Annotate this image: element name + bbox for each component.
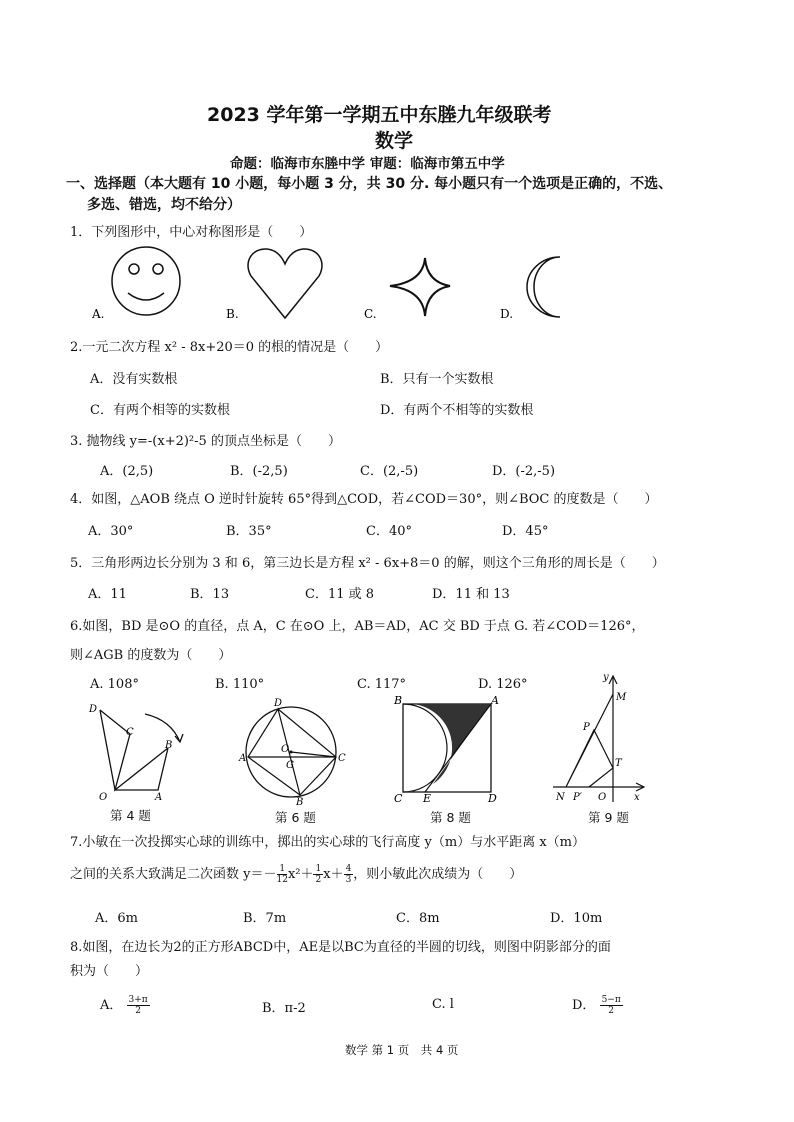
q7-frac1-num: 1 [279,864,286,874]
q6-option-a[interactable]: A. 108° [90,677,139,692]
q7-stem-line1: 7.小敏在一次投掷实心球的训练中，掷出的实心球的飞行高度 y（m）与水平距离 x（m） [70,835,585,850]
q1-label-d: D. [500,307,514,321]
heart-shape-icon [248,249,322,318]
q7-mid1: x²＋ [287,867,314,882]
q8-stem-line2: 积为（ ） [70,964,149,979]
q8-option-d[interactable] [572,994,623,1016]
q7-option-b[interactable]: B．7m [243,911,287,926]
caption-q4: 第 4 题 [110,808,151,823]
q1-label-a: A. [92,307,105,321]
crescent-moon-icon [527,257,560,317]
svg-text:E: E [423,792,432,805]
q4-option-c[interactable]: C．40° [366,524,412,539]
svg-text:G: G [286,760,294,771]
svg-text:O: O [598,792,607,803]
svg-text:M: M [616,692,627,703]
q6-stem-line2: 则∠AGB 的度数为（ ） [70,648,232,663]
q4-option-a[interactable]: A．30° [88,524,134,539]
q7-mid2: x＋ [323,867,344,882]
q2-stem: 2.一元二次方程 x² - 8x+20＝0 的根的情况是（ ） [70,340,389,355]
svg-text:P′: P′ [573,792,582,803]
figure-q8 [393,694,505,806]
q8-option-d-label: D． [572,998,596,1013]
q2-option-d[interactable]: D．有两个不相等的实数根 [380,403,534,418]
svg-text:y: y [603,672,609,683]
svg-text:A: A [491,694,499,707]
q2-option-c[interactable]: C．有两个相等的实数根 [90,403,230,418]
svg-text:C: C [126,727,134,738]
q8-option-a-frac [127,995,150,1016]
caption-q9: 第 9 题 [588,810,629,825]
q8-option-d-frac [600,995,623,1016]
q7-frac1 [276,864,287,885]
svg-text:A: A [239,753,247,764]
figure-q9 [548,672,653,807]
q8-stem-line1: 8.如图，在边长为2的正方形ABCD中，AE是以BC为直径的半圆的切线，则图中阴影部分的面 [70,940,611,955]
svg-text:N: N [556,792,565,803]
q7-frac3-den: 3 [345,875,352,885]
q6-option-c[interactable]: C. 117° [357,677,407,692]
q6-option-b[interactable]: B. 110° [215,677,265,692]
q8-option-a-label: A． [100,998,123,1013]
q8-option-c[interactable]: C. l [432,997,454,1012]
q7-frac2 [313,864,323,885]
svg-text:A: A [155,792,163,803]
q1-stem: 1．下列图形中，中心对称图形是（ ） [70,225,313,240]
svg-text:B: B [296,797,304,805]
svg-text:P: P [583,722,590,733]
subject-title: 数学 [375,130,414,152]
svg-text:B: B [165,740,173,751]
q7-line2-post: ，则小敏此次成绩为（ ） [353,867,523,882]
q7-stem-line2 [70,863,522,885]
q5-option-c[interactable]: C．11 或 8 [305,587,375,602]
q2-option-b[interactable]: B．只有一个实数根 [380,372,494,387]
smiley-face-icon [112,247,180,315]
svg-text:C: C [338,753,346,764]
svg-text:T: T [615,758,622,769]
svg-text:C: C [394,792,403,805]
q3-stem: 3. 抛物线 y=-(x+2)²-5 的顶点坐标是（ ） [70,434,341,449]
q4-option-d[interactable]: D．45° [502,524,549,539]
q1-figures [80,240,590,325]
section-heading-line2: 多选、错选，均不给分） [87,197,241,213]
q7-frac1-den: 12 [276,875,288,885]
q3-option-d[interactable]: D．(-2,-5) [492,464,556,479]
q7-frac2-num: 1 [315,864,322,874]
q7-frac3 [344,864,354,885]
q7-line2-pre: 之间的关系大致满足二次函数 y＝－ [70,867,277,882]
figure-q6 [238,695,348,805]
q4-stem: 4．如图，△AOB 绕点 O 逆时针旋转 65°得到△COD，若∠COD＝30°，则∠BOC 的度数是（ ） [70,492,658,507]
q4-option-b[interactable]: B．35° [226,524,272,539]
q3-option-b[interactable]: B．(-2,5) [230,464,288,479]
byline: 命题：临海市东塍中学 审题：临海市第五中学 [230,156,505,172]
svg-text:O: O [99,792,108,803]
q7-option-d[interactable]: D．10m [550,911,603,926]
svg-text:D: D [89,704,98,715]
caption-q6: 第 6 题 [275,810,316,825]
q2-option-a[interactable]: A．没有实数根 [90,372,178,387]
figure-q4 [85,700,195,805]
q7-frac2-den: 2 [315,875,322,885]
q6-stem-line1: 6.如图，BD 是⊙O 的直径，点 A，C 在⊙O 上，AB＝AD，AC 交 BD 于点 G. 若∠COD＝126°， [70,619,645,634]
q1-label-c: C. [364,307,377,321]
q8-option-a[interactable] [100,994,150,1016]
exam-title: 2023 学年第一学期五中东塍九年级联考 [207,104,552,126]
svg-text:x: x [634,792,640,803]
q8-option-b[interactable]: B．π-2 [262,1001,306,1016]
q8-option-d-den: 2 [608,1006,615,1016]
four-point-star-icon [390,258,450,316]
q1-label-b: B. [226,307,239,321]
q8-option-d-num: 5−π [601,995,621,1005]
q8-option-a-den: 2 [135,1006,141,1016]
q7-option-c[interactable]: C．8m [396,911,440,926]
q8-option-a-num: 3+π [128,995,148,1005]
svg-text:D: D [274,698,283,709]
q5-stem: 5．三角形两边长分别为 3 和 6，第三边长是方程 x² - 6x+8＝0 的解，则这个三角形的周长是（ ） [70,556,665,571]
q3-option-a[interactable]: A．(2,5) [100,464,154,479]
q5-option-b[interactable]: B．13 [190,587,230,602]
q5-option-d[interactable]: D．11 和 13 [432,587,510,602]
svg-text:D: D [488,792,497,805]
q7-frac3-num: 4 [345,864,352,874]
q5-option-a[interactable]: A．11 [88,587,127,602]
svg-text:B: B [394,694,403,707]
q7-option-a[interactable]: A．6m [95,911,138,926]
q6-option-d[interactable]: D. 126° [478,677,528,692]
svg-text:O: O [281,744,290,755]
section-heading-line1: 一、选择题（本大题有 10 小题，每小题 3 分，共 30 分. 每小题只有一个选项是正确的，不选、 [66,176,673,192]
caption-q8: 第 8 题 [430,810,471,825]
page-footer: 数学 第 1 页 共 4 页 [345,1043,459,1057]
q3-option-c[interactable]: C．(2,-5) [360,464,419,479]
